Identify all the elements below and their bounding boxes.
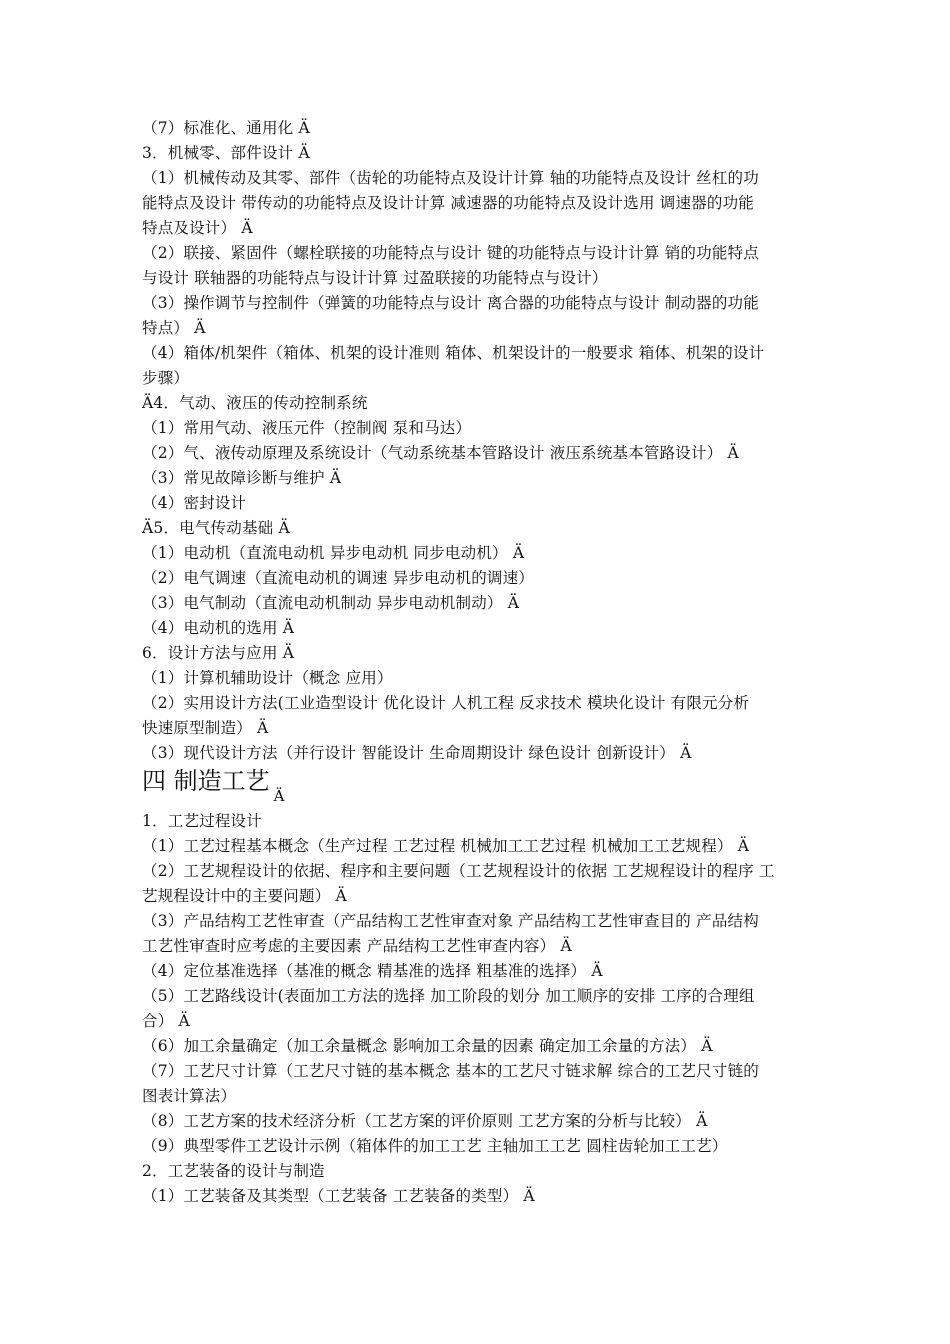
text-line: （8）工艺方案的技术经济分析（工艺方案的评价原则 工艺方案的分析与比较） Ä <box>142 1112 708 1130</box>
text-line: 特点） Ä <box>142 319 206 337</box>
text-line: 艺规程设计中的主要问题） Ä <box>142 887 347 905</box>
text-line: （9）典型零件工艺设计示例（箱体件的加工工艺 主轴加工工艺 圆柱齿轮加工工艺） <box>142 1137 728 1155</box>
text-line: （1）工艺装备及其类型（工艺装备 工艺装备的类型） Ä <box>142 1187 535 1205</box>
text-line: （3）常见故障诊断与维护 Ä <box>142 469 342 487</box>
text-line: （1）计算机辅助设计（概念 应用） <box>142 669 393 687</box>
section-heading-text: 四 制造工艺 <box>142 767 270 795</box>
text-line: （2）工艺规程设计的依据、程序和主要问题（工艺规程设计的依据 工艺规程设计的程序 工 <box>142 862 775 880</box>
text-line: 步骤） <box>142 369 190 387</box>
section-heading-mark: Ä <box>273 787 285 805</box>
text-line: （1）电动机（直流电动机 异步电动机 同步电动机） Ä <box>142 544 525 562</box>
text-line: （4）电动机的选用 Ä <box>142 619 295 637</box>
text-line: 合） Ä <box>142 1012 190 1030</box>
text-line: 图表计算法） <box>142 1087 237 1105</box>
text-line: （3）电气制动（直流电动机制动 异步电动机制动） Ä <box>142 594 520 612</box>
text-line: Ä4．气动、液压的传动控制系统 <box>142 394 368 412</box>
text-line: Ä5．电气传动基础 Ä <box>142 519 290 537</box>
text-line: 3．机械零、部件设计 Ä <box>142 144 310 162</box>
text-line: （3）操作调节与控制件（弹簧的功能特点与设计 离合器的功能特点与设计 制动器的功能 <box>142 294 759 312</box>
text-line: 1．工艺过程设计 <box>142 812 262 830</box>
text-line: 6．设计方法与应用 Ä <box>142 644 295 662</box>
text-line: （7）工艺尺寸计算（工艺尺寸链的基本概念 基本的工艺尺寸链求解 综合的工艺尺寸链的 <box>142 1062 759 1080</box>
text-line: （3）产品结构工艺性审查（产品结构工艺性审查对象 产品结构工艺性审查目的 产品结构 <box>142 912 759 930</box>
text-block-manufacturing <box>142 809 812 1209</box>
text-line: （2）电气调速（直流电动机的调速 异步电动机的调速） <box>142 569 534 587</box>
text-line: （6）加工余量确定（加工余量概念 影响加工余量的因素 确定加工余量的方法） Ä <box>142 1037 713 1055</box>
text-line: 与设计 联轴器的功能特点与设计计算 过盈联接的功能特点与设计） <box>142 269 608 287</box>
text-line: 能特点及设计 带传动的功能特点及设计计算 减速器的功能特点及设计选用 调速器的功能 <box>142 194 754 212</box>
text-line: 2．工艺装备的设计与制造 <box>142 1162 325 1180</box>
text-line: 特点及设计） Ä <box>142 219 253 237</box>
text-line: （2）联接、紧固件（螺栓联接的功能特点与设计 键的功能特点与设计计算 销的功能特点 <box>142 244 759 262</box>
text-block-design <box>142 116 812 766</box>
text-line: （5）工艺路线设计(表面加工方法的选择 加工阶段的划分 加工顺序的安排 工序的合理组 <box>142 987 755 1005</box>
text-line: （1）常用气动、液压元件（控制阀 泵和马达） <box>142 419 472 437</box>
text-line: 工艺性审查时应考虑的主要因素 产品结构工艺性审查内容） Ä <box>142 937 572 955</box>
text-line: 快速原型制造） Ä <box>142 719 269 737</box>
text-line: （4）密封设计 <box>142 494 247 512</box>
text-line: （1）机械传动及其零、部件（齿轮的功能特点及设计计算 轴的功能特点及设计 丝杠的功 <box>142 169 759 187</box>
text-line: （2）实用设计方法(工业造型设计 优化设计 人机工程 反求技术 模块化设计 有限元分析 <box>142 694 750 712</box>
text-line: （7）标准化、通用化 Ä <box>142 119 310 137</box>
document-body <box>142 116 812 1209</box>
section-heading <box>142 766 812 809</box>
text-line: （3）现代设计方法（并行设计 智能设计 生命周期设计 绿色设计 创新设计） Ä <box>142 744 692 762</box>
text-line: （2）气、液传动原理及系统设计（气动系统基本管路设计 液压系统基本管路设计） Ä <box>142 444 739 462</box>
text-line: （4）箱体/机架件（箱体、机架的设计准则 箱体、机架设计的一般要求 箱体、机架的设计 <box>142 344 765 362</box>
text-line: （1）工艺过程基本概念（生产过程 工艺过程 机械加工工艺过程 机械加工工艺规程） Ä <box>142 837 750 855</box>
text-line: （4）定位基准选择（基准的概念 精基准的选择 粗基准的选择） Ä <box>142 962 603 980</box>
